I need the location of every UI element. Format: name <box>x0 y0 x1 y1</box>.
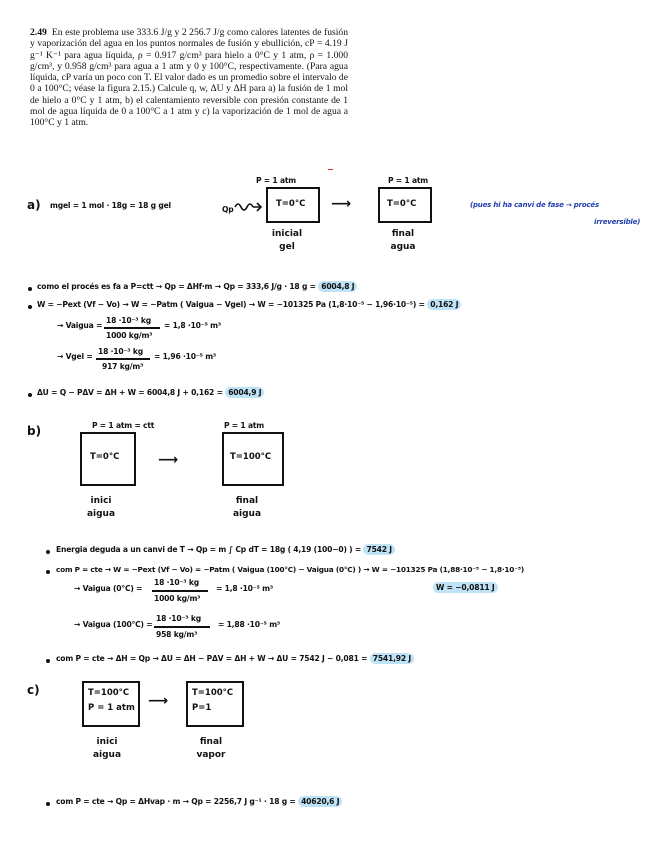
irreversible-note-2: irreversible) <box>594 218 641 226</box>
mass-gel: mgel = 1 mol · 18g = 18 g gel <box>50 201 171 210</box>
red-mark <box>328 169 333 173</box>
c-q-result: 40620,6 J <box>298 796 342 807</box>
part-a-label: a) <box>27 198 41 212</box>
b-v100-den: 958 kg/m³ <box>156 630 198 639</box>
a-final-caption: final agua <box>390 229 416 252</box>
a-vgel-num: 18 ·10⁻³ kg <box>98 347 143 356</box>
a-vaigua-rhs: = 1,8 ·10⁻⁵ m³ <box>164 321 221 330</box>
bullet <box>28 287 32 291</box>
a-process-arrow: ⟶ <box>331 196 352 212</box>
b-v0-rhs: = 1,8 ·10⁻⁵ m³ <box>216 584 273 593</box>
a-vgel-lhs: → Vgel = <box>57 352 93 361</box>
b-process-arrow: ⟶ <box>158 452 179 468</box>
b-initial-temp: T=0°C <box>90 452 120 462</box>
b-v0-den: 1000 kg/m³ <box>154 594 201 603</box>
bullet <box>46 570 50 574</box>
c-initial-caption: inici aigua <box>92 737 122 760</box>
bullet <box>46 802 50 806</box>
problem-statement <box>30 27 348 129</box>
b-w-result: W = −0,0811 J <box>433 582 498 593</box>
a-p-initial: P = 1 atm <box>256 176 297 185</box>
fraction-line <box>96 358 150 360</box>
a-q-result: 6004,8 J <box>318 281 357 292</box>
problem-text: En este problema use 333.6 J/g y 2 256.7 J/g como calores latentes de fusión y vaporización del agua en los puntos normales de fusión y ebullición, cP = 4.19 J g⁻¹ K⁻¹ para agua líquida, ρ = 0.917 g/cm³ para hielo a 0°C y 1 atm, ρ = 1.000 g/cm³, y 0.958 g/cm³ para agua a 1 atm y 0 y 100°C, respectivamente. (Para agua líquida, cP varía un poco con T. El valor dado es un promedio sobre el intervalo de 0 a 100°C; véase la figura 2.15.) Calcule q, w, ΔU y ΔH para a) la fusión de 1 mol de hielo a 0°C y 1 atm, b) el calentamiento reversible con presión constante de 1 mol de agua líquida de 0 a 100°C a 1 atm y c) la vaporización de 1 mol de agua a 100°C y 1 atm. <box>30 27 348 129</box>
b-w-result-wrap <box>433 583 498 592</box>
b-v100-lhs: → Vaigua (100°C) = <box>74 620 153 629</box>
part-c-label: c) <box>27 683 40 697</box>
heat-wave-icon <box>234 200 264 214</box>
b-final-caption: final aigua <box>232 496 262 519</box>
part-b-label: b) <box>27 424 42 438</box>
a-w-result: 0,162 J <box>427 299 461 310</box>
b-v0-lhs: → Vaigua (0°C) = <box>74 584 143 593</box>
c-final-temp: T=100°C <box>192 688 234 698</box>
qp-label: Qp <box>222 205 234 214</box>
bullet <box>46 550 50 554</box>
fraction-line <box>104 327 160 329</box>
b-line-1: Energia deguda a un canvi de T → Qp = m ∫ Cp dT = 18g ( 4,19 (100−0) ) = 7542 J <box>56 545 395 554</box>
b-final-temp: T=100°C <box>230 452 272 462</box>
a-final-temp: T=0°C <box>387 199 417 209</box>
fraction-line <box>154 626 210 628</box>
a-vaigua-lhs: → Vaigua = <box>57 321 103 330</box>
a-p-final: P = 1 atm <box>388 176 429 185</box>
b-line-2: com P = cte → W = −Pext (Vf − Vo) = −Patm ( Vaigua (100°C) − Vaigua (0°C) ) → W = −101325 Pa (1,88·10⁻⁵ − 1,8·10⁻⁵) <box>56 565 524 574</box>
a-vgel-den: 917 kg/m³ <box>102 362 144 371</box>
b-initial-caption: inici aigua <box>86 496 116 519</box>
bullet <box>46 659 50 663</box>
b-v100-num: 18 ·10⁻³ kg <box>156 614 201 623</box>
bullet <box>28 393 32 397</box>
bullet <box>28 305 32 309</box>
b-p-final: P = 1 atm <box>224 421 265 430</box>
a-du-result: 6004,9 J <box>225 387 264 398</box>
b-v0-num: 18 ·10⁻³ kg <box>154 578 199 587</box>
c-line-1: com P = cte → Qp = ΔHvap · m → Qp = 2256,7 J g⁻¹ · 18 g = 40620,6 J <box>56 797 342 806</box>
a-line-3: ΔU = Q − PΔV = ΔH + W = 6004,8 J + 0,162 = 6004,9 J <box>37 388 264 397</box>
c-process-arrow: ⟶ <box>148 693 169 709</box>
b-line-3: com P = cte → ΔH = Qp → ΔU = ΔH − PΔV = ΔH + W → ΔU = 7542 J − 0,081 = 7541,92 J <box>56 654 414 663</box>
a-vaigua-num: 18 ·10⁻³ kg <box>106 316 151 325</box>
irreversible-note-1: (pues hi ha canvi de fase → procés <box>470 201 599 209</box>
problem-number: 2.49 <box>30 27 47 38</box>
a-initial-caption: inicial gel <box>271 229 303 252</box>
c-initial-pressure: P = 1 atm <box>88 703 135 713</box>
c-initial-temp: T=100°C <box>88 688 130 698</box>
b-q-result: 7542 J <box>363 544 394 555</box>
a-vaigua-den: 1000 kg/m³ <box>106 331 153 340</box>
a-line-2: W = −Pext (Vf − Vo) → W = −Patm ( Vaigua − Vgel) → W = −101325 Pa (1,8·10⁻⁵ − 1,96·10⁻⁵) = 0,162 J <box>37 300 461 309</box>
b-du-result: 7541,92 J <box>370 653 414 664</box>
c-final-caption: final vapor <box>196 737 226 760</box>
b-v100-rhs: = 1,88 ·10⁻⁵ m³ <box>218 620 281 629</box>
b-p-initial: P = 1 atm = ctt <box>92 421 155 430</box>
a-initial-temp: T=0°C <box>276 199 306 209</box>
a-vgel-rhs: = 1,96 ·10⁻⁵ m³ <box>154 352 217 361</box>
a-line-1: como el procés es fa a P=ctt → Qp = ΔHf·m → Qp = 333,6 J/g · 18 g = 6004,8 J <box>37 282 357 291</box>
fraction-line <box>152 590 208 592</box>
c-final-pressure: P=1 <box>192 703 212 713</box>
